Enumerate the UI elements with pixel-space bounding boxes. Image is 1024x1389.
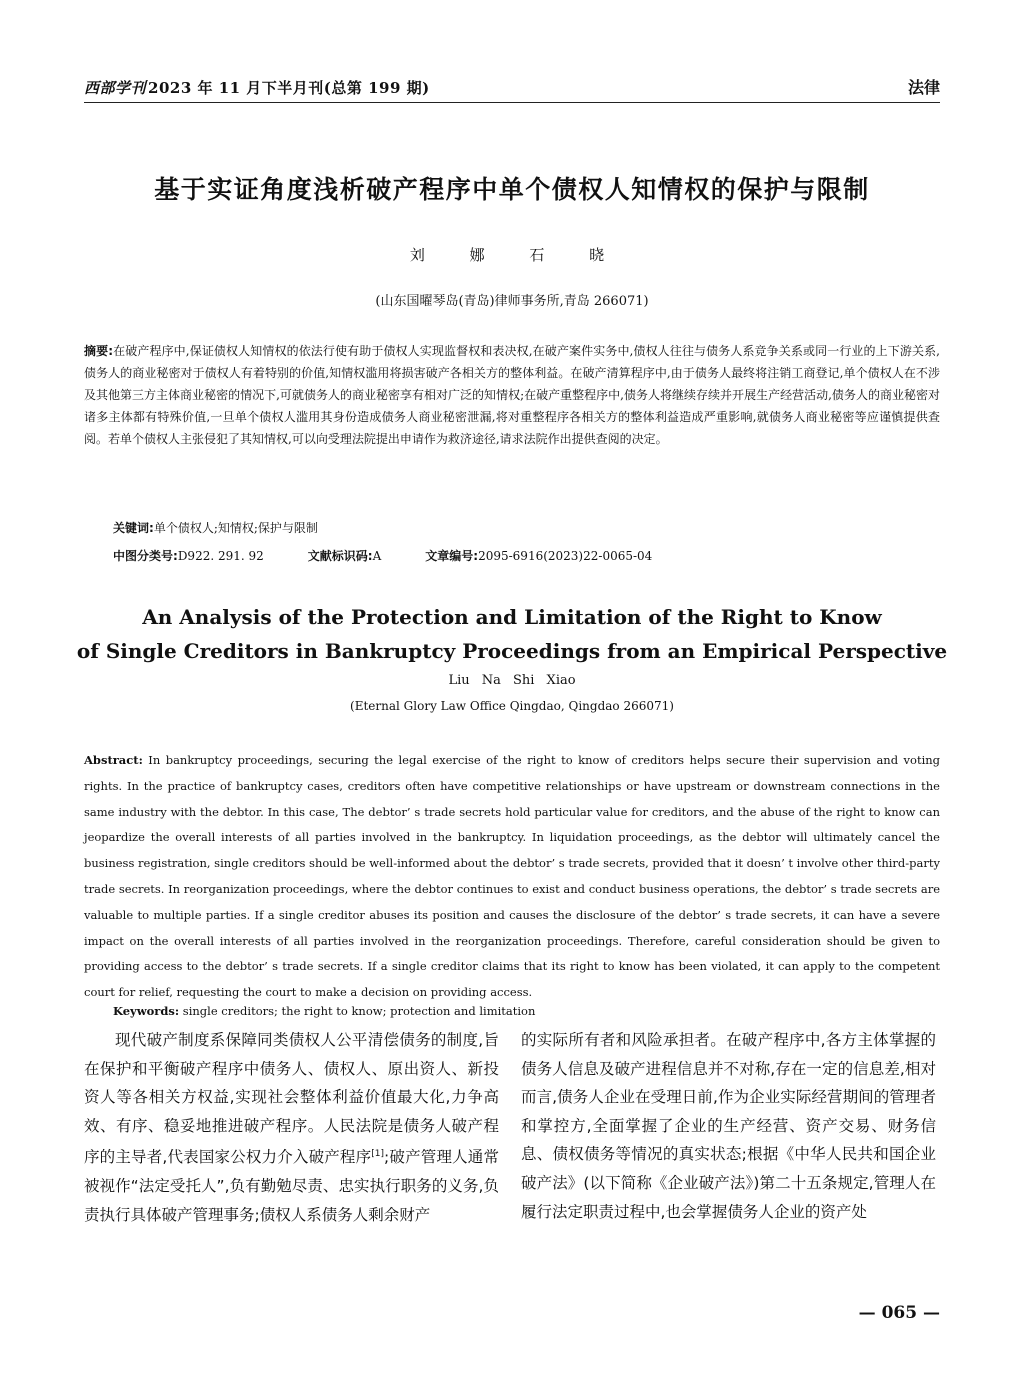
- article-number-value: 2095-6916(2023)22-0065-04: [478, 549, 653, 563]
- chinese-keywords-text: 单个债权人;知情权;保护与限制: [153, 521, 318, 535]
- chinese-abstract: [84, 340, 940, 450]
- section-name: 法律: [907, 78, 940, 97]
- chinese-keywords: [113, 519, 318, 536]
- document-code-value: A: [372, 549, 382, 563]
- page-number: — 065 —: [858, 1303, 940, 1323]
- clc-number: [113, 547, 264, 564]
- chinese-authors: 刘 娜 石 晓: [409, 246, 615, 264]
- chinese-abstract-text: 在破产程序中,保证债权人知情权的依法行使有助于债权人实现监督权和表决权,在破产案件实务中,债权人往往与债务人系竞争关系或同一行业的上下游关系,债务人的商业秘密对于债权人有着特别的价值,知情权滥用将损害破产各相关方的整体利益。在破产清算程序中,由于债务人最终将注销工商登记,单个债权人在不涉及其他第三方主体商业秘密的情况下,可就债务人的商业秘密享有相对广泛的知情权;在破产重整程序中,债务人将继续存续并开展生产经营活动,债务人的商业秘密对诸多主体都有特殊价值,一旦单个债权人滥用其身份造成债务人商业秘密泄漏,将对重整程序各相关方的整体利益造成严重影响,就债务人商业秘密等应谨慎提供查阅。若单个债权人主张侵犯了其知情权,可以向受理法院提出申请作为救济途径,请求法院作出提供查阅的决定。: [84, 344, 941, 446]
- english-abstract: [84, 748, 940, 1006]
- english-keywords-label: Keywords:: [113, 1004, 180, 1018]
- english-keywords-text: single creditors; the right to know; protection and limitation: [182, 1004, 536, 1018]
- chinese-affiliation: (山东国曜琴岛(青岛)律师事务所,青岛 266071): [375, 294, 649, 309]
- english-abstract-label: Abstract:: [84, 753, 143, 767]
- running-head: [84, 68, 940, 103]
- chinese-title: 基于实证角度浅析破产程序中单个债权人知情权的保护与限制: [154, 175, 870, 204]
- body-left-text-continued: ;破产管理人通常被视作“法定受托人”,负有勤勉尽责、忠实执行职务的义务,负责执行具体破产管理事务;债权人系债务人剩余财产: [84, 1148, 499, 1224]
- clc-value: D922. 291. 92: [177, 549, 264, 563]
- english-keywords: [113, 1004, 535, 1018]
- issue-info: 2023 年 11 月下半月刊(总第 199 期): [148, 79, 430, 97]
- chinese-keywords-label: 关键词:: [113, 521, 154, 535]
- citation-ref[interactable]: [1]: [371, 1149, 385, 1160]
- running-head-issue: [84, 77, 430, 98]
- classification-info: [113, 547, 696, 564]
- journal-logo: 西部学刊: [84, 79, 147, 97]
- english-abstract-text: In bankruptcy proceedings, securing the legal exercise of the right to know of creditors helps secure their supervision and voting rights. In the practice of bankruptcy cases, creditors often have competitive relationships or have upstream or downstream connections in the same industry with the debtor. In this case, The debtor’ s trade secrets hold particular value for creditors, and the abuse of the right to know can jeopardize the overall interests of all parties involved in the bankruptcy. In liquidation proceedings, as the debtor will ultimately cancel the business registration, single creditors should be well-informed about the debtor’ s trade secrets, provided that it doesn’ t involve other third-party trade secrets. In reorganization proceedings, where the debtor continues to exist and conduct business operations, the debtor’ s trade secrets are valuable to multiple parties. If a single creditor abuses its position and causes the disclosure of the debtor’ s trade secrets, it can have a severe impact on the overall interests of all parties involved in the reorganization proceedings. Therefore, careful consideration should be given to providing access to the debtor’ s trade secrets. If a single creditor claims that its right to know has been violated, it can apply to the competent court for relief, requesting the court to make a decision on providing access.: [84, 753, 941, 1000]
- clc-label: 中图分类号:: [113, 549, 178, 563]
- english-title-line-2: of Single Creditors in Bankruptcy Proceedings from an Empirical Perspective: [76, 639, 948, 663]
- chinese-abstract-label: 摘要:: [84, 344, 114, 358]
- article-number-label: 文章编号:: [425, 549, 479, 563]
- document-code-label: 文献标识码:: [307, 549, 373, 563]
- article-number: [425, 547, 652, 564]
- english-title: [60, 600, 964, 668]
- document-code: [308, 547, 381, 564]
- english-authors: Liu Na Shi Xiao: [448, 673, 576, 688]
- body-column-left: [84, 1026, 499, 1229]
- english-title-line-1: An Analysis of the Protection and Limitation of the Right to Know: [142, 605, 882, 629]
- english-affiliation: (Eternal Glory Law Office Qingdao, Qingdao 266071): [350, 699, 674, 713]
- body-left-text: 现代破产制度系保障同类债权人公平清偿债务的制度,旨在保护和平衡破产程序中债务人、债权人、原出资人、新投资人等各相关方权益,实现社会整体利益价值最大化,力争高效、有序、稳妥地推进破产程序。人民法院是债务人破产程序的主导者,代表国家公权力介入破产程序: [84, 1031, 499, 1167]
- body-column-right: 的实际所有者和风险承担者。在破产程序中,各方主体掌握的债务人信息及破产进程信息并不对称,存在一定的信息差,相对而言,债务人企业在受理日前,作为企业实际经营期间的管理者和掌控方,全面掌握了企业的生产经营、资产交易、财务信息、债权债务等情况的真实状态;根据《中华人民共和国企业破产法》(以下简称《企业破产法》)第二十五条规定,管理人在履行法定职责过程中,也会掌握债务人企业的资产处: [521, 1031, 936, 1221]
